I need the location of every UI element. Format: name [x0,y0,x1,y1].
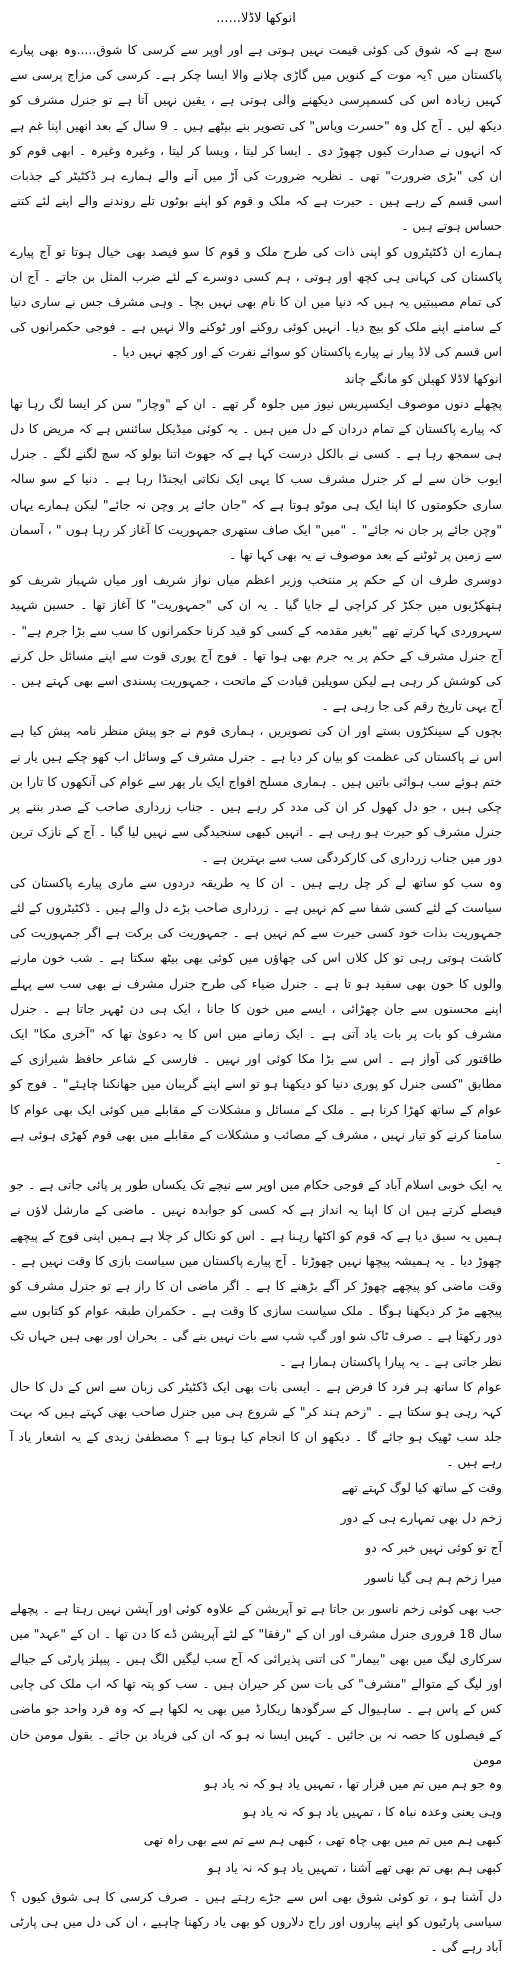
poem-line: وہی یعنی وعدہ نباہ کا ، تمہیں یاد ہو کہ نہ یاد ہو [242,1805,502,1819]
article-title: انوکھا لاڈلا...... [216,11,296,26]
paragraph-2: ہمارے ان ڈکٹیٹروں کو اپنی ذات کی طرح ملک و قوم کا سو فیصد بھی خیال ہوتا تو آج پیارے پاکستان کی کہانی ہی کچھ اور ہوتی ، ہم کسی دوسرے کے لئے ضرب المثل بن جاتے ۔ آج ان کی تمام مصیبتیں یہ ہیں کہ دنیا میں ان کا نام بھی نہیں بچا ۔ وہی مشرف جس نے ساری دنیا کے سامنے اپنے ملک کو بیچ دیا۔ انہیں کوئی روکنے اور ٹوکنے والا نہیں ہے ۔ فوجی حکمرانوں کی اس قسم کی لاڈ پیار نے پیارے پاکستان کو سوائے نفرت کے اور کچھ نہیں دیا ۔ [10,244,502,360]
subheading: انوکھا لاڈلا کھیلن کو مانگے چاند [344,371,502,386]
paragraph-1: سچ ہے کہ شوق کی کوئی قیمت نہیں ہوتی ہے اور اوپر سے کرسی کا شوق.....وہ بھی پیارے پاکستان میں ؟یہ موت کے کنویں میں گاڑی چلانے والا ایسا چکر ہے۔ کرسی کی مزاج پرسی سے کہیں زیادہ اس کی کسمپرسی دیکھنے والی ہوتی ہے ، یقین نہیں آتا ہے تو جنرل مشرف کو دیکھ لیں ۔ آج کل وہ "حسرت ویاس" کی تصویر بنے بیٹھے ہیں ۔ 9 سال کے بعد انھیں اپنا غم ہے کہ انہوں نے صدارت کیوں چھوڑ دی ۔ ایسا کر لیتا ، ویسا کر لیتا ، وغیرہ وغیرہ ۔ ابھی قوم کو ان کی "بڑی ضرورت" تھی ۔ نظریہ ضرورت کی آڑ میں آنے والے ہمارے ہر ڈکٹیٹر کے جذبات اسی قسم کے رہے ہیں ۔ حیرت ہے کہ ملک و قوم کو اپنے بوٹوں تلے روندنے والے اپنے لئے کتنے حساس ہوتے ہیں ۔ [10,43,502,234]
poem-line: میرا زخم ہم ہی گیا ناسور [364,1570,502,1585]
poem-line: وقت کے ساتھ کیا لوگ کہتے تھے [341,1480,502,1495]
paragraph-7: یہ ایک خوبی اسلام آباد کے فوجی حکام میں اوپر سے نیچے تک یکساں طور پر پائی جاتی ہے ۔ جو فیصلے کرتے ہیں ان کا اپنا یہ انداز ہے کہ کسی کو جوابدہ نہیں ۔ ماضی کے مارشل لاؤں نے ہمیں یہ سبق دیا ہے کہ قوم کو اکٹھا رہنا ہے ۔ اس کو نکال کر چلا ہے ہمیں اپنی فوج کے پیچھے چھوڑ دیا ۔ یہ ہمیشہ پیچھا نہیں چھوڑتا ۔ آج پیارے پاکستان میں سیاست بازی کا وقت نہیں ہے ۔ وقت ماضی کو پیچھے چھوڑ کر آگے بڑھنے کا ہے ۔ اگر ماضی ان کا راز ہے تو جنرل مشرف کو پیچھے مڑ کر دیکھنا ہوگا ۔ ملک سیاست سازی کا وقت ہے ۔ حکمران طبقہ عوام کو کتابوں سے دور رکھتا ہے ۔ صرف ٹاک شو اور گپ شپ سے بات نہیں بنے گی ۔ بحران اور بھی ہیں جہاں تک نظر جاتی ہے ۔ یہ پیارا پاکستان ہمارا ہے ۔ [10,1178,502,1369]
paragraph-6: وہ سب کو ساتھ لے کر چل رہے ہیں ۔ ان کا یہ طریقہ دردوں سے ماری پیارے پاکستان کی سیاست کے لئے کسی شفا سے کم نہیں ہے ۔ زرداری صاحب بڑے دل والے ہیں ۔ ڈکٹیٹروں کے لئے جمہوریت بذات خود کسی حیرت سے کم نہیں ہے ۔ جمہوریت کی برکت ہے اگر جمہوریت کی کاشت ہوتی رہی تو کل کلاں اس کی چھاؤں میں کوئی بھی بیٹھ سکتا ہے ۔ شب خون مارنے والوں کا خون بھی سفید ہو تا ہے ۔ جنرل ضیاء کی طرح جنرل مشرف نے بھی سب سے پہلے اپنے محسنوں سے جان چھڑائی ، ایسے میں خون کا جانا ، ایک ہی دن ٹھہر جاتا ہے ۔ جنرل مشرف کو بات پر بات یاد آتی ہے ۔ ایک زمانے میں اس کا یہ دعویٰ تھا کہ "آخری مکا" ایک طاقتور کی آواز ہے ۔ اس سے بڑا مکا کوئی اور نہیں ۔ فارسی کے شاعر حافظ شیرازی کے مطابق "کسی جنرل کو پوری دنیا کو دیکھنا ہو تو اسے اپنے گریبان میں جھانکنا چاہئے" ۔ فوج کو عوام کے ساتھ کھڑا کرنا ہے ۔ ملک کے مسائل و مشکلات کے مقابلے میں کوئی ایک بھی عوام کا سامنا کرنے کو تیار نہیں ، مشرف کے مصائب و مشکلات کے مقابلے میں بھی قوم کھڑی ہوئی ہے ۔ [10,875,502,1167]
poem-mustafa-zaidi [10,1477,502,1589]
paragraph-9: جب بھی کوئی زخم ناسور بن جاتا ہے تو آپریشن کے علاوہ کوئی اور آپشن نہیں رہتا ہے ۔ پچھلے سال 18 فروری جنرل مشرف اور ان کے "رفقا" کے لئے آپریشن ڈے کا دن تھا ۔ ان کے "عہد" میں سرکاری لیگ میں بھی "بیمار" کی اتنی پذیرائی کہ آج سب لیگیں الگ ہیں ۔ پیپلز پارٹی کے جیالے اور لیگ کے متوالے "مشرف" کی بات سن کر حیران ہیں ۔ سب کو پتہ تھا کہ اب ملک کی چابی کس کے پاس ہے ۔ ساہیوال کے سرگودھا ریکارڈ میں بھی یہ لکھا ہے کہ وہ فرد واحد جو ماضی کے فیصلوں کا حصہ نہ بن جائیں ۔ کہیں ایسا نہ ہو کہ ان کی فریاد بن جائے ۔ بقول مومن خان مومن [10,1601,502,1767]
poem-momin [10,1773,502,1879]
paragraph-5: بچوں کے سینکڑوں بستے اور ان کی تصویریں ، ہماری قوم نے جو پیش منظر نامہ پیش کیا ہے اس نے پاکستان کی عظمت کو بیان کر دیا ہے ۔ جنرل مشرف کے وسائل اب کھو چکے ہیں یار نے ختم ہوئے سب ہوائی باتیں ہیں ۔ ہماری مسلح افواج ایک بار پھر سے عوام کی آنکھوں کا تارا بن چکی ہیں ، جو دل کھول کر ان کی مدد کر رہے ہیں ۔ جناب زرداری صاحب کے صدر بننے پر جنرل مشرف کو حیرت ہو رہی ہے ۔ انہیں کبھی سنجیدگی سے نہیں لیا گیا ۔ آج کے نازک ترین دور میں جناب زرداری کی کارکردگی سب سے بہترین ہے ۔ [10,724,502,865]
paragraph-3: پچھلے دنوں موصوف ایکسپریس نیوز میں جلوہ گر تھے ۔ ان کے "وچار" سن کر ایسا لگ رہا تھا کہ پیارے پاکستان کے تمام دردان کے دل میں ہیں ۔ یہ کوئی میڈیکل سائنس ہے کہ مریض کا دل ہی سمجھ رہا ہے ۔ کسی نے بالکل درست کہا ہے کہ جھوٹ اتنا بولو کہ سچ لگنے لگے ۔ جنرل ایوب خان سے لے کر جنرل مشرف سب کا یہی ایک نکاتی ایجنڈا رہا ہے ۔ دنیا کے سو سالہ ساری حکومتوں کا اپنا ایک ہی موٹو ہوتا ہے کہ "جان جائے پر وچن نہ جائے" لیکن ہمارے یہاں "وچن جائے پر جان نہ جائے" ۔ "میں" ایک صاف ستھری جمہوریت کا آغاز کر رہا ہوں " ، آسمان سے زمین پر ٹوٹنے کے بعد موصوف نے یہ بھی کہا تھا ۔ [10,396,502,563]
paragraph-4: دوسری طرف ان کے حکم پر منتخب وزیر اعظم میاں نواز شریف اور میاں شہباز شریف کو ہتھکڑیوں میں جکڑ کر کراچی لے جایا گیا ۔ یہ ان کی "جمہوریت" کا آغاز تھا ۔ حسین شہید سہروردی کہا کرتے تھے "بغیر مقدمہ کے کسی کو قید کرنا حکمرانوں کا سب سے بڑا جرم ہے" ۔ آج جنرل مشرف کے حکم پر یہ جرم بھی ہوا تھا ۔ فوج آج پوری قوت سے اپنے مسائل حل کرنے کی کوشش کر رہی ہے لیکن سویلین قیادت کے ماتحت ، جمہوریت پسندی اسے بھی کہتے ہیں ۔ آج یہی تاریخ رقم کی جا رہی ہے ۔ [10,573,502,714]
closing-paragraph: دل آشنا ہو ، تو کوئی شوق بھی اس سے جڑے رہتے ہیں ۔ صرف کرسی کا ہی شوق کیوں ؟ سیاسی پارٹیوں کو اپنے پیاروں اور راج دلاروں کو بھی یاد رکھنا چاہیے ، ان کی دل میں ہی پارٹی آباد رہے گی ۔ [10,1890,502,1955]
poem-line: وہ جو ہم میں تم میں قرار تھا ، تمہیں یاد ہو کہ نہ یاد ہو [204,1777,502,1791]
poem-line: زخم دل بھی تمہارے ہی کے دور [340,1510,502,1525]
poem-line: آج تو کوئی نہیں خبر کہ دو [365,1540,502,1555]
paragraph-8: عوام کا ساتھ ہر فرد کا فرض ہے ۔ ایسی بات بھی ایک ڈکٹیٹر کی زبان سے اس کے دل کا حال کہہ رہی ہو سکتا ہے ۔ "زخم ہند کر" کے شروع ہی میں جنرل صاحب بھی کہتے ہیں کہ بہت جلد سب ٹھیک ہو جائے گا ۔ دیکھو ان کا انجام کیا ہوتا ہے ؟ مصطفیٰ زیدی کے یہ اشعار یاد آ رہے ہیں ۔ [10,1379,502,1470]
poem-line: کبھی ہم میں تم میں بھی چاہ تھی ، کبھی ہم سے تم سے بھی راہ تھی [143,1833,502,1847]
poem-line: کبھی ہم بھی تم بھی تھے آشنا ، تمہیں یاد ہو کہ نہ یاد ہو [207,1861,502,1875]
